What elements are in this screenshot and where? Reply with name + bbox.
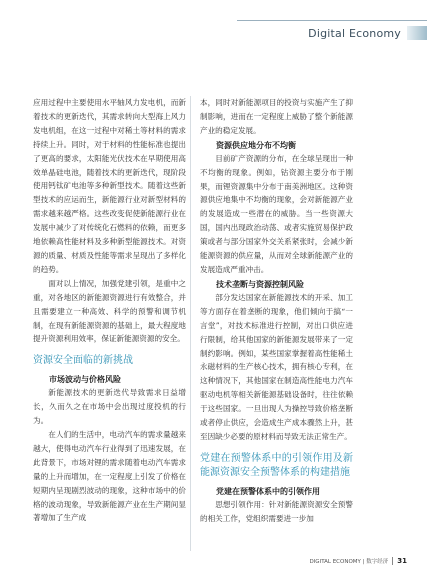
right-column	[200, 96, 353, 526]
subheading-supply-imbalance: 资源供应地分布不均衡	[216, 139, 296, 150]
section-heading-challenges: 资源安全面临的新挑战	[33, 355, 133, 367]
section-heading-party-guidance: 党建在预警体系中的引领作用及新能源资源安全预警体系的构建措施	[200, 452, 353, 478]
right-paragraph-1: 本，同时对新能源项目的投资与实施产生了抑制影响，进而在一定程度上威胁了整个新能源产业的稳定发展。	[200, 98, 353, 135]
right-paragraph-3: 部分发达国家在新能源技术的开采、加工等方面存在着垄断的现象，他们倾向于搞“一言堂”，对技术标准进行控制，对出口供应进行限制，给其他国家的新能源发展带来了一定制约影响。例如，某些国家掌握着高性能稀土永磁材料的生产核心技术，拥有核心专利，在这种情况下，其他国家在制造高性能电力汽车驱动电机等相关新能源基础设备时，往往依赖于这些国家。一旦出现人为操控导致价格垄断或者停止供应，会造成生产成本骤然上升，甚至因缺少必要的原材料而导致无法正常生产。	[200, 292, 353, 441]
footer-brand: DIGITAL ECONOMY | 数字经济	[309, 559, 389, 565]
right-paragraph-2: 目前矿产资源的分布，在全球呈现出一种不均衡的现象。例如，钴资源主要分布于刚果，而锂资源集中分布于南美洲地区。这种资源供应地集中不均衡的现象，会对新能源产业的发展造成一些潜在的威胁。当一些资源大国，国内出现政治动荡、或者实施贸易保护政策或者与部分国家外交关系紧张时，会减少新能源资源的供应量，从而对全球新能源产业的发展造成严重冲击。	[200, 153, 353, 274]
subheading-guidance-role: 党建在预警体系中的引领作用	[216, 485, 320, 496]
header-title: Digital Economy	[308, 27, 401, 40]
left-paragraph-4: 在人们的生活中，电动汽车的需求量越来越大，使得电动汽车行业得到了迅速发展，在此背景下，市场对锂的需求随着电动汽车需求量的上升而增加，在一定程度上引发了价格在短期内呈现剧烈波动的现象，这种市场中的价格的波动现象，导致新能源产业在生产期间显著增加了生产成	[33, 430, 186, 523]
subheading-market-risk: 市场波动与价格风险	[49, 374, 121, 385]
left-paragraph-2: 面对以上情况，加强党建引领，是重中之重，对各地区的新能源资源进行有效整合，并且需要建立一种高效、科学的预警和调节机制，在现有新能源资源的基础上，最大程度地提升资源利用效率，保证新能源资源的安全。	[33, 278, 186, 344]
right-paragraph-4: 思想引领作用：针对新能源资源安全预警的相关工作，党组织需要进一步加	[200, 499, 353, 523]
header-rule	[237, 20, 427, 21]
left-paragraph-3: 新能源技术的更新迭代导致需求日益增长，久而久之在市场中会出现过度投机的行为。	[33, 388, 186, 426]
header-accent-band	[407, 26, 427, 40]
page-header	[227, 20, 427, 48]
left-paragraph-1: 应用过程中主要使用水平轴风力发电机，而新着技术的更新迭代，其需求转向大型海上风力发电机组，在这一过程中对稀土等材料的需求持续上升。同时，对于材料的性能标准也提出了更高的要求，太阳能光伏技术在早期使用高效单晶硅电池，随着技术的更新迭代，现阶段使用钙钛矿电池等多种新型技术。随着这些新型技术的应运而生，新能源行业对新型材料的需求越来越严格。这些改变促使新能源行业在发展中减少了对传统化石燃料的依赖，而更多地依赖高性能材料及多种新型能源技术。对资源的质量、材质及性能等需求呈现出了多样化的趋势。	[33, 98, 186, 274]
column-divider	[190, 96, 191, 551]
page-number: 31	[392, 557, 407, 565]
page-footer	[309, 557, 407, 565]
left-column	[33, 96, 186, 525]
subheading-tech-monopoly: 技术垄断与资源控制风险	[216, 278, 304, 289]
